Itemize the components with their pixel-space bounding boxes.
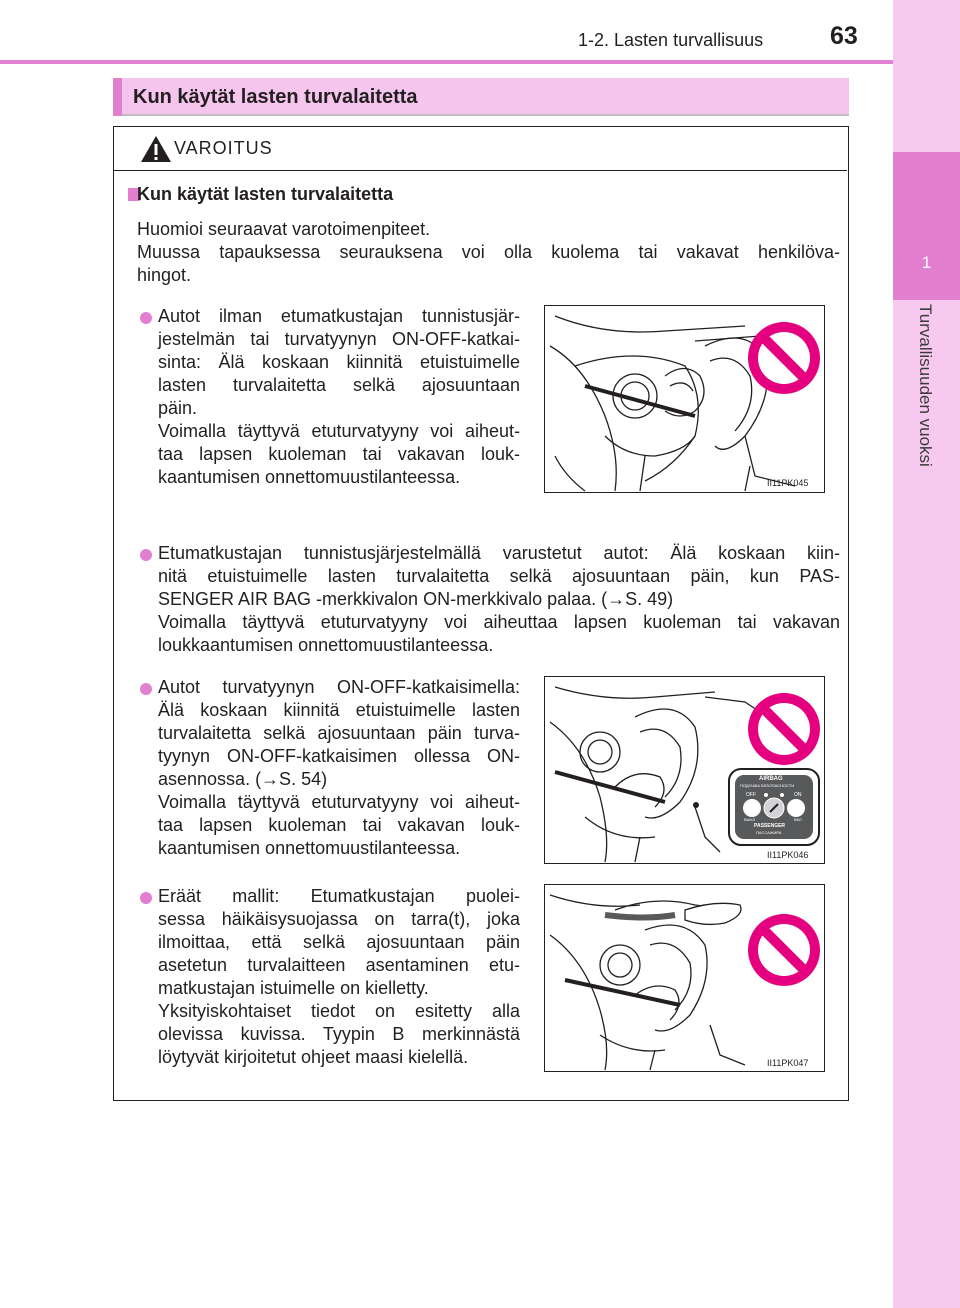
bullet-line: Autot turvatyynyn ON-OFF-katkaisimella: bbox=[158, 677, 520, 697]
bullet-line: lasten turvalaitetta selkä ajosuuntaan bbox=[158, 375, 520, 395]
page-number: 63 bbox=[830, 22, 858, 50]
bullet-line: asetetun turvalaitteen asentaminen etu- bbox=[158, 955, 520, 975]
prohibition-icon bbox=[748, 322, 820, 394]
on-ru-label: ВКЛ bbox=[794, 817, 802, 822]
bullet-line: taa lapsen kuoleman tai vakavan louk- bbox=[158, 815, 520, 835]
bullet-line: turvalaitetta selkä ajosuuntaan päin turva- bbox=[158, 723, 520, 743]
running-header-section: 1-2. Lasten turvallisuus bbox=[578, 30, 764, 50]
prohibition-icon bbox=[748, 914, 820, 986]
bullet-line: Voimalla täyttyvä etuturvatyyny voi aiheut- bbox=[158, 792, 520, 812]
off-ru-label: ВЫКЛ bbox=[744, 817, 756, 822]
figure-id: II11PK045 bbox=[767, 478, 809, 488]
sun-visor-illustration bbox=[545, 885, 825, 1072]
figure-id: II11PK046 bbox=[767, 850, 809, 860]
bullet-line: tyynyn ON-OFF-katkaisimen ollessa ON- bbox=[158, 746, 520, 766]
bullet-line: Etumatkustajan tunnistusjärjestelmällä varustetut autot: Älä koskaan kiin- bbox=[158, 543, 840, 563]
bullet-line: Autot ilman etumatkustajan tunnistusjär- bbox=[158, 306, 520, 326]
airbag-switch-illustration bbox=[545, 677, 825, 864]
bullet-dot-icon bbox=[140, 892, 152, 904]
bullet-line: kaantumisen onnettomuustilanteessa. bbox=[158, 838, 461, 858]
bullet-line: Yksityiskohtaiset tiedot on esitetty alla bbox=[158, 1001, 520, 1021]
section-heading-bar bbox=[113, 78, 122, 116]
section-title: Kun käytät lasten turvalaitetta bbox=[133, 86, 418, 108]
header-rule bbox=[0, 60, 893, 64]
bullet-line: Eräät mallit: Etumatkustajan puolei- bbox=[158, 886, 520, 906]
airbag-label: AIRBAG bbox=[759, 776, 783, 782]
warning-label: VAROITUS bbox=[174, 138, 273, 158]
warning-triangle-icon bbox=[140, 135, 172, 163]
bullet-line: taa lapsen kuoleman tai vakavan louk- bbox=[158, 444, 520, 464]
bullet-line: ilmoittaa, että selkä ajosuuntaan päin bbox=[158, 932, 520, 952]
bullet-dot-icon bbox=[140, 683, 152, 695]
bullet-line: Voimalla täyttyvä etuturvatyyny voi aiheut- bbox=[158, 421, 520, 441]
intro-line: Muussa tapauksessa seurauksena voi olla kuolema tai vakavat henkilöva- bbox=[137, 242, 840, 262]
bullet-line: nitä etuistuimelle lasten turvalaitetta selkä ajosuuntaan päin, kun PAS- bbox=[158, 566, 840, 586]
chapter-title: Turvallisuuden vuoksi bbox=[916, 304, 935, 467]
intro-line: Huomioi seuraavat varotoimenpiteet. bbox=[137, 219, 431, 239]
bullet-line: sinta: Älä koskaan kiinnitä etuistuimelle bbox=[158, 352, 520, 372]
airbag-ru-label: ПОДУШКА БЕЗОПАСНОСТИ bbox=[740, 783, 795, 788]
bullet-dot-icon bbox=[140, 549, 152, 561]
prohibition-icon bbox=[748, 693, 820, 765]
bullet-line: loukkaantumisen onnettomuustilanteessa. bbox=[158, 635, 494, 655]
bullet-dot-icon bbox=[140, 312, 152, 324]
intro-line: hingot. bbox=[137, 265, 192, 285]
bullet-line: löytyvät kirjoitetut ohjeet maasi kielellä. bbox=[158, 1047, 469, 1067]
figure-rear-facing-seat-airbag bbox=[544, 305, 825, 493]
bullet-line: matkustajan istuimelle on kielletty. bbox=[158, 978, 429, 998]
section-heading bbox=[113, 78, 849, 116]
figure-sun-visor-label bbox=[544, 884, 825, 1072]
passenger-ru-label: ПАССАЖИРА bbox=[756, 830, 782, 835]
off-label: OFF bbox=[746, 792, 756, 798]
passenger-label: PASSENGER bbox=[754, 823, 786, 829]
chapter-number: 1 bbox=[921, 253, 932, 272]
bullet-line: olevissa kuvissa. Tyypin B merkinnästä bbox=[158, 1024, 520, 1044]
warning-header bbox=[114, 127, 847, 171]
rear-facing-seat-illustration bbox=[545, 306, 825, 493]
bullet-line: päin. bbox=[158, 398, 198, 418]
bullet-line: sessa häikäisysuojassa on tarra(t), joka bbox=[158, 909, 520, 929]
chapter-tab-highlight bbox=[893, 152, 960, 300]
bullet-line: jestelmän tai turvatyynyn ON-OFF-katkai- bbox=[158, 329, 520, 349]
on-label: ON bbox=[794, 792, 802, 798]
bullet-line: Voimalla täyttyvä etuturvatyyny voi aiheuttaa lapsen kuoleman tai vakavan bbox=[158, 612, 840, 632]
bullet-line: asennossa. (→S. 54) bbox=[158, 769, 328, 789]
bullet-line: Älä koskaan kiinnitä etuistuimelle lasten bbox=[158, 700, 520, 720]
figure-airbag-on-off-switch bbox=[544, 676, 825, 864]
bullet-line: kaantumisen onnettomuustilanteessa. bbox=[158, 467, 461, 487]
warning-subheading: Kun käytät lasten turvalaitetta bbox=[137, 184, 394, 204]
figure-id: II11PK047 bbox=[767, 1058, 809, 1068]
bullet-line: SENGER AIR BAG -merkkivalon ON-merkkivalo palaa. (→S. 49) bbox=[158, 589, 674, 609]
